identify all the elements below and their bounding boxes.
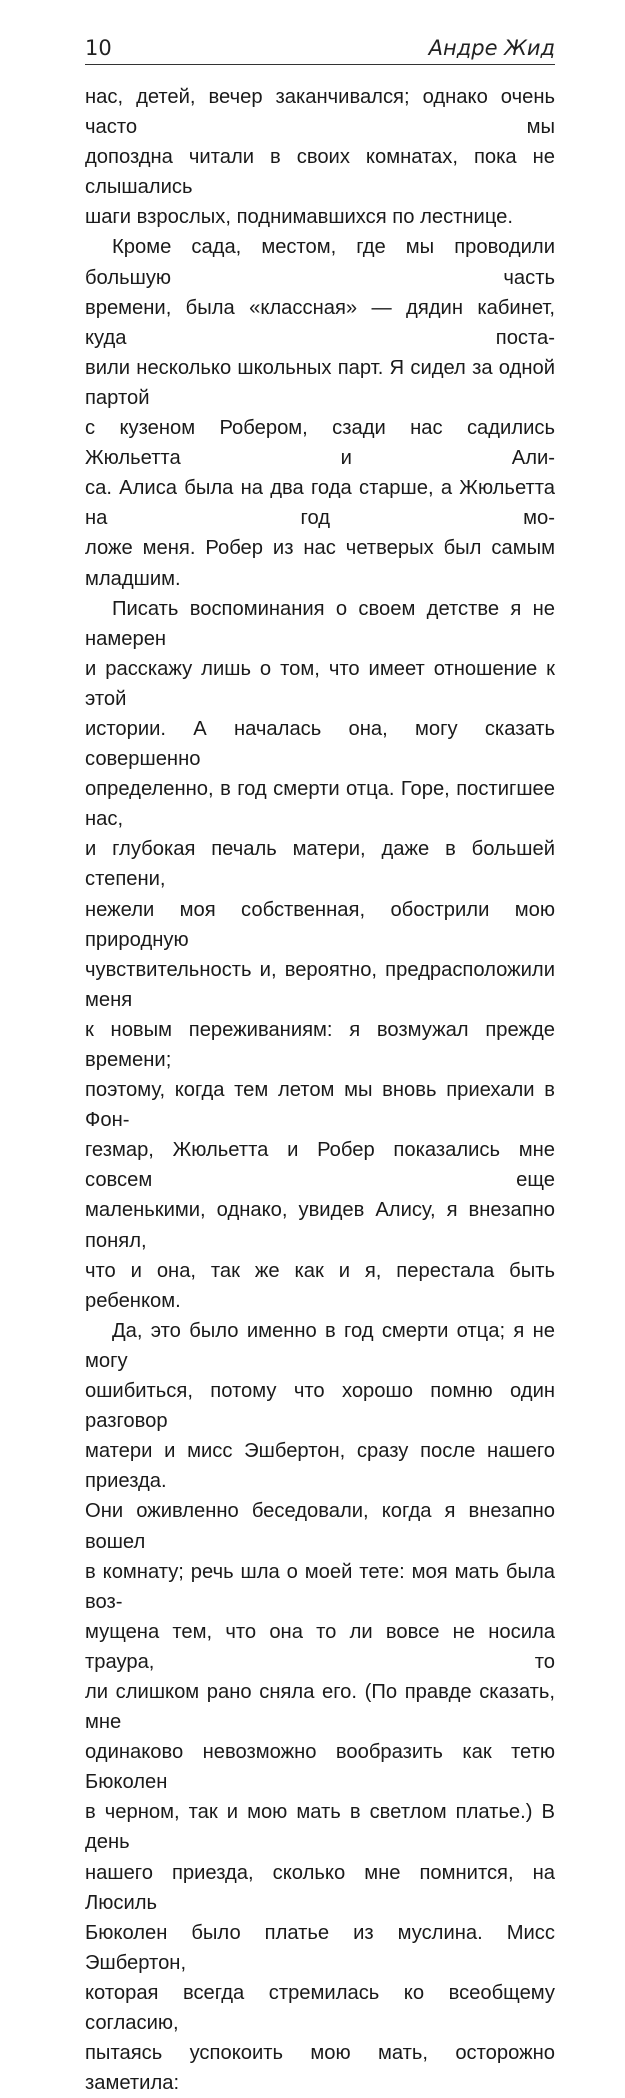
text-line: пытаясь успокоить мою мать, осторожно заметила: bbox=[85, 2042, 555, 2095]
text-line: Бюколен было платье из муслина. Мисс Эшбертон, bbox=[85, 1921, 555, 1974]
text-line: Писать воспоминания о своем детстве я не намерен bbox=[85, 597, 555, 650]
text-line: нашего приезда, сколько мне помнится, на Люсиль bbox=[85, 1861, 555, 1914]
paragraph bbox=[85, 82, 555, 232]
text-line: и глубокая печаль матери, даже в большей степени, bbox=[85, 838, 555, 891]
paragraph bbox=[85, 1316, 555, 2098]
text-line: поэтому, когда тем летом мы вновь приехали в Фон- bbox=[85, 1079, 555, 1132]
running-header bbox=[85, 36, 555, 65]
body-text bbox=[85, 82, 555, 2098]
text-line: одинаково невозможно вообразить как тетю Бюколен bbox=[85, 1741, 555, 1794]
text-line: в комнату; речь шла о моей тете: моя мать была воз- bbox=[85, 1560, 555, 1613]
text-line: к новым переживаниям: я возмужал прежде времени; bbox=[85, 1018, 555, 1071]
running-title: Андре Жид bbox=[428, 36, 555, 60]
text-line: Кроме сада, местом, где мы проводили большую часть bbox=[85, 236, 555, 289]
text-line: са. Алиса была на два года старше, а Жюльетта на год мо- bbox=[85, 477, 555, 530]
book-page bbox=[85, 36, 555, 2098]
text-line: что и она, так же как и я, перестала быть ребенком. bbox=[85, 1259, 555, 1312]
text-line: чувствительность и, вероятно, предрасположили меня bbox=[85, 958, 555, 1011]
text-line: вили несколько школьных парт. Я сидел за одной партой bbox=[85, 356, 555, 409]
text-line: ошибиться, потому что хорошо помню один разговор bbox=[85, 1380, 555, 1433]
text-line: ложе меня. Робер из нас четверых был самым младшим. bbox=[85, 537, 555, 590]
text-line: истории. А началась она, могу сказать совершенно bbox=[85, 717, 555, 771]
text-line: шаги взрослых, поднимавшихся по лестнице. bbox=[85, 206, 514, 229]
text-line: матери и мисс Эшбертон, сразу после нашего приезда. bbox=[85, 1440, 555, 1493]
page-number: 10 bbox=[85, 36, 112, 60]
text-line: нежели моя собственная, обострили мою природную bbox=[85, 898, 555, 951]
text-line: в черном, так и мою мать в светлом платье.) В день bbox=[85, 1801, 555, 1854]
text-line: гезмар, Жюльетта и Робер показались мне совсем еще bbox=[85, 1139, 555, 1192]
text-line: и расскажу лишь о том, что имеет отношение к этой bbox=[85, 657, 555, 710]
text-line: маленькими, однако, увидев Алису, я внезапно понял, bbox=[85, 1199, 555, 1252]
text-line: которая всегда стремилась ко всеобщему согласию, bbox=[85, 1981, 555, 2034]
text-line: допоздна читали в своих комнатах, пока не слышались bbox=[85, 146, 555, 199]
text-line: с кузеном Робером, сзади нас садились Жюльетта и Али- bbox=[85, 417, 555, 470]
text-line: мущена тем, что она то ли вовсе не носила траура, то bbox=[85, 1620, 555, 1673]
text-line: определенно, в год смерти отца. Горе, постигшее нас, bbox=[85, 778, 555, 831]
text-line: Да, это было именно в год смерти отца; я не могу bbox=[85, 1319, 555, 1372]
text-line: времени, была «классная» — дядин кабинет, куда поста- bbox=[85, 296, 555, 349]
text-line: Они оживленно беседовали, когда я внезапно вошел bbox=[85, 1500, 555, 1553]
paragraph bbox=[85, 232, 555, 593]
paragraph bbox=[85, 594, 555, 1316]
text-line: ли слишком рано сняла его. (По правде сказать, мне bbox=[85, 1680, 555, 1734]
text-line: нас, детей, вечер заканчивался; однако очень часто мы bbox=[85, 86, 555, 139]
